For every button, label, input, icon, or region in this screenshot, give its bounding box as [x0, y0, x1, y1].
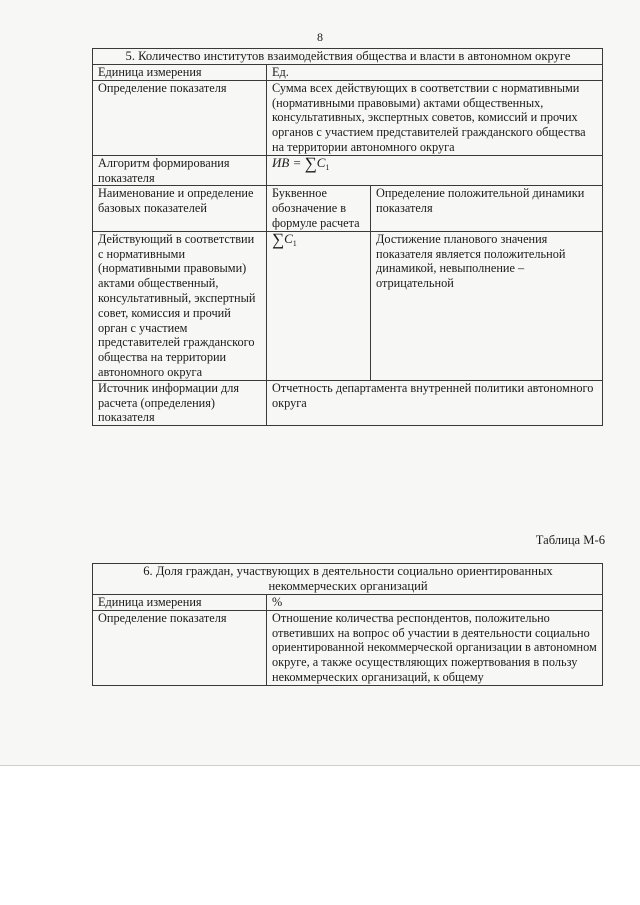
table5-definition-label: Определение показателя [93, 80, 267, 155]
table5-unit-value: Ед. [267, 65, 603, 81]
indicator-table-6 [92, 563, 603, 686]
formula-var: C [316, 154, 326, 170]
formula-lhs: ИВ [272, 154, 290, 170]
letter-formula [272, 229, 297, 249]
sum-symbol: ∑ [304, 153, 317, 173]
table5-base-name-header: Наименование и определение базовых показателей [93, 186, 267, 231]
letter-sub: 1 [292, 238, 297, 248]
table5-letter-header: Буквенное обозначение в формуле расчета [267, 186, 371, 231]
table5-definition-value: Сумма всех действующих в соответствии с нормативными (нормативными правовыми) актами общественных, консультативных, экспертных советов, комиссий и прочих органов с участием представителей гражданского общества на территории автономного округа [267, 80, 603, 155]
formula [272, 153, 330, 173]
table5-base-row [93, 231, 603, 380]
table5-definition-row [93, 80, 603, 155]
table5-unit-label: Единица измерения [93, 65, 267, 81]
table5-source-label: Источник информации для расчета (определения) показателя [93, 380, 267, 425]
table5-algorithm-formula [267, 155, 603, 186]
formula-eq: = [292, 154, 302, 170]
letter-sum-symbol: ∑ [272, 229, 285, 249]
table6-definition-value: Отношение количества респондентов, положительно ответивших на вопрос об участии в деятельности социально ориентированной некоммерческой организации в автономном округе, а также осуществляющих пожертвования в пользу некоммерческих организаций, к общему [267, 610, 603, 685]
table5-positive-header: Определение положительной динамики показателя [371, 186, 603, 231]
table6-title: 6. Доля граждан, участвующих в деятельности социально ориентированных некоммерческих организаций [93, 564, 603, 595]
table5-header-row [93, 186, 603, 231]
table5-base-name-value: Действующий в соответствии с нормативными (нормативными правовыми) актами общественный, консультативный, экспертный совет, комиссия и прочий орган с участием представителей гражданского общества на территории автономного округа [93, 231, 267, 380]
table5-source-row [93, 380, 603, 425]
page-number: 8 [317, 30, 323, 44]
table5-positive-value: Достижение планового значения показателя является положительной динамикой, невыполнение – отрицательной [371, 231, 603, 380]
letter-var: C [284, 230, 293, 246]
table6-caption: Таблица М-6 [535, 533, 605, 547]
table5-algorithm-label: Алгоритм формирования показателя [93, 155, 267, 186]
indicator-table-5 [92, 48, 603, 426]
table5-source-value: Отчетность департамента внутренней политики автономного округа [267, 380, 603, 425]
table6-unit-row [93, 595, 603, 611]
table6-title-row [93, 564, 603, 595]
table6-unit-label: Единица измерения [93, 595, 267, 611]
table6-definition-label: Определение показателя [93, 610, 267, 685]
table6-unit-value: % [267, 595, 603, 611]
table6-definition-row [93, 610, 603, 685]
table5-letter-value [267, 231, 371, 380]
table5-unit-row [93, 65, 603, 81]
formula-sub: 1 [325, 162, 330, 172]
table5-title-row [93, 49, 603, 65]
table5-algorithm-row [93, 155, 603, 186]
table5-title: 5. Количество институтов взаимодействия общества и власти в автономном округе [93, 49, 603, 65]
